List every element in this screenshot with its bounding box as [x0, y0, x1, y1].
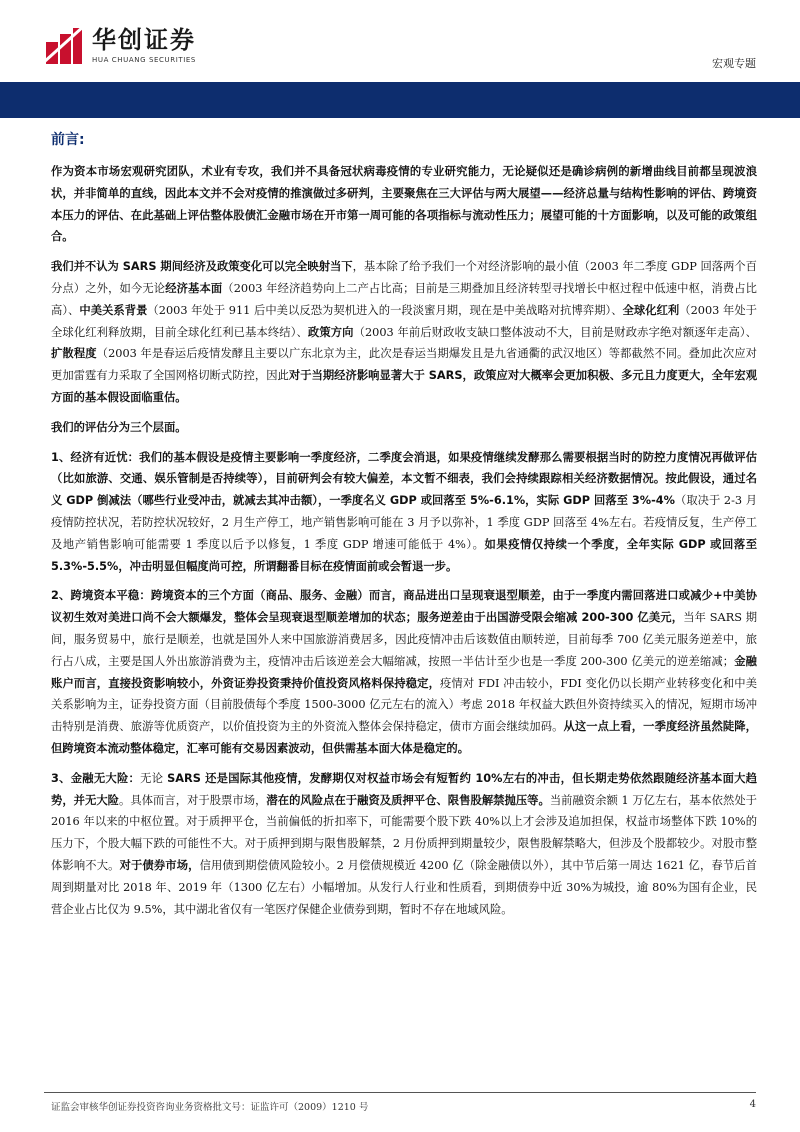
cross-border-capital-paragraph: [51, 585, 757, 759]
bold-text: 跨境资本的三个方面（商品、服务、金融）而言，商品进出口呈现衰退型顺差，由于一季度内需回落进口或减少+中美协议初生效对美进口尚不会大额爆发，整体会呈现衰退型顺差增加的状态；: [51, 589, 757, 625]
bold-text: 金融账户而言，直接投资影响较小，外资证券投资秉持价值投资风格料保持稳定，: [51, 654, 757, 690]
bold-text: 3、金融无大险：: [51, 771, 141, 785]
economy-paragraph: [51, 447, 757, 578]
bold-text: 全球化红利: [622, 303, 680, 317]
bold-text: SARS 还是国际其他疫情，发酵期仅对权益市场会有短暂约 10%左右的冲击，但长期走势依然跟随经济基本面大趋势，并无大险: [51, 771, 758, 807]
body-text: 信用债到期偿债风险较小。2 月偿债规模近 4200 亿（除金融债以外），其中节后第一周达 1621 亿，春节后首周到期量对比 2018 年、2019 年（1300 亿左右）小幅增加。从发行人行业和性质看，到期债券中近 30%为城投，逾 80%为国有企业，民营企业占比仅为 9.5%，其中湖北省仅有一笔医疗保健企业债券到期，暂时不存在地域风险。: [51, 858, 757, 916]
brand-name-en: HUA CHUANG SECURITIES: [92, 56, 196, 64]
page-header: [0, 0, 800, 78]
bold-text: 1、经济有近忧：我们的基本假设是疫情主要影响一季度经济，二季度会消退，如果疫情继续发酵那么需要根据当时的防控力度情况再做评估（比如旅游、交通、娱乐管制是否持续等），目前研判会有较大偏差，本文暂不细表，我们会持续跟踪相关经济数据情况。按此假设，通过名义 GDP 倒减法（哪些行业受冲击，就减去其冲击额），一季度名义 GDP 或回落至 5%-6.1%，实际 GDP 回落至 3%-4%: [51, 450, 757, 508]
bold-text: 潜在的风险点在于融资及质押平仓、限售股解禁抛压等。: [266, 793, 550, 807]
header-band: [0, 82, 800, 118]
intro-paragraph: [51, 161, 757, 248]
bold-text: 政策方向: [307, 325, 354, 339]
assessment-intro-paragraph: [51, 417, 757, 439]
body-text: （2003 年经济趋势向上二产占比高；目前是三期叠加且经济转型寻找增长中枢过程中低速中枢，消费占比高）、: [51, 281, 757, 317]
bold-text: 对于当期经济影响显著大于 SARS，政策应对大概率会更加积极、多元且力度更大，全年宏观方面的基本假设面临重估。: [51, 369, 757, 404]
body-text: （取决于 2-3 月疫情防控状况，若防控状况较好，2 月生产停工，地产销售影响可能在 3 月予以弥补，1 季度 GDP 回落至 4%左右。若疫情反复，生产停工及地产销售影响可能需要 1 季度以后予以修复，1 季度 GDP 增速可能低于 4%）。: [51, 494, 757, 551]
footer-disclaimer: 证监会审核华创证券投资咨询业务资格批文号：证监许可（2009）1210 号: [51, 1102, 369, 1113]
footer-divider: [44, 1092, 756, 1093]
bold-text: 我们的评估分为三个层面。: [51, 420, 187, 434]
sars-comparison-paragraph: [51, 256, 757, 409]
bold-text: 从这一点上看，一季度经济虽然陡降，但跨境资本流动整体稳定，汇率可能有交易因素波动，但供需基本面大体是稳定的。: [51, 720, 757, 755]
body-text: 当前融资余额 1 万亿左右，基本依然处于 2016 年以来的中枢位置。对于质押平仓，当前偏低的折扣率下，可能需要个股下跌 40%以上才会涉及追加担保，权益市场整体下跌 10%的压力下，个股大幅下跌的可能性不大。对于质押到期与限售股解禁，2 月份质押到期量较少，限售股解禁略大，但涉及个股都较少。对股市整体影响不大。: [51, 793, 757, 872]
page-number: 4: [749, 1099, 756, 1110]
body-text: （2003 年前后财政收支缺口整体波动不大，目前是财政赤字绝对额逐年走高）、: [353, 325, 757, 339]
report-topic: 宏观专题: [712, 57, 756, 70]
body-text: 无论: [140, 771, 168, 785]
bold-text: 服务逆差由于出国游受限会缩减 200-300 亿美元，: [417, 611, 684, 625]
body-text: 。具体而言，对于股票市场，: [119, 793, 267, 807]
bold-text: 我们并不认为 SARS 期间经济及政策变化可以完全映射当下: [51, 260, 353, 274]
financial-risk-paragraph: [51, 768, 757, 921]
bold-text: 如果疫情仅持续一个季度，全年实际 GDP 或回落至 5.3%-5.5%，冲击明显但幅度尚可控，所谓翻番目标在疫情面前或会暂退一步。: [51, 537, 757, 573]
section-title: 前言:: [51, 132, 85, 148]
bold-text: 中美关系背景: [79, 303, 148, 317]
bold-text: 对于债券市场，: [119, 858, 200, 872]
body-text: （2003 年处于 911 后中美以反恐为契机进入的一段淡蜜月期，现在是中美战略对抗博弈期）、: [147, 303, 623, 317]
huachuang-logo-icon: [44, 26, 84, 66]
body-text: 疫情对 FDI 冲击较小，FDI 变化仍以长期产业转移变化和中美关系影响为主，证券投资方面（目前股债每个季度 1500-3000 亿元左右的流入）考虑 2018 年权益大跌但外资持续买入的情况，短期市场冲击特别是消费、旅游等优质资产，以价值投资为主的外资流入整体会保持稳定，债市方面会继续加码。: [51, 676, 757, 734]
body-text: ，基本除了给予我们一个对经济影响的最小值（2003 年二季度 GDP 回落两个百分点）之外，如今无论: [51, 260, 757, 295]
bold-text: 扩散程度: [51, 347, 97, 361]
brand-name-cn: 华创证券: [92, 26, 196, 54]
body-text: （2003 年是春运后疫情发酵且主要以广东北京为主，此次是春运当期爆发且是九省通衢的武汉地区）等都截然不同。叠加此次应对更加雷霆有力采取了全国网格切断式防控，因此: [51, 347, 757, 383]
bold-text: 2、跨境资本平稳：: [51, 589, 151, 603]
body-text: （2003 年处于全球化红利释放期，目前全球化红利已基本终结）、: [51, 303, 757, 339]
body-text: 当年 SARS 期间，服务贸易中，旅行是顺差，也就是国外人来中国旅游消费居多，因此疫情冲击后该数值由顺转逆，目前每季 700 亿美元服务逆差中，旅行占八成，主要是国人外出旅游消费为主，疫情冲击后该逆差会大幅缩减，按照一半估计至少也是一季度 200-300 亿美元的逆差缩减；: [51, 611, 757, 668]
intro-text: 作为资本市场宏观研究团队，术业有专攻，我们并不具备冠状病毒疫情的专业研究能力，无论疑似还是确诊病例的新增曲线目前都呈现波浪状，并非简单的直线，因此本文并不会对疫情的推演做过多研判，主要聚焦在三大评估与两大展望——经济总量与结构性影响的评估、跨境资本压力的评估、在此基础上评估整体股债汇金融市场在开市第一周可能的各项指标与流动性压力；展望可能的十方面影响，以及可能的政策组合。: [51, 165, 757, 244]
report-body: [51, 130, 757, 928]
bold-text: 经济基本面: [165, 281, 223, 295]
